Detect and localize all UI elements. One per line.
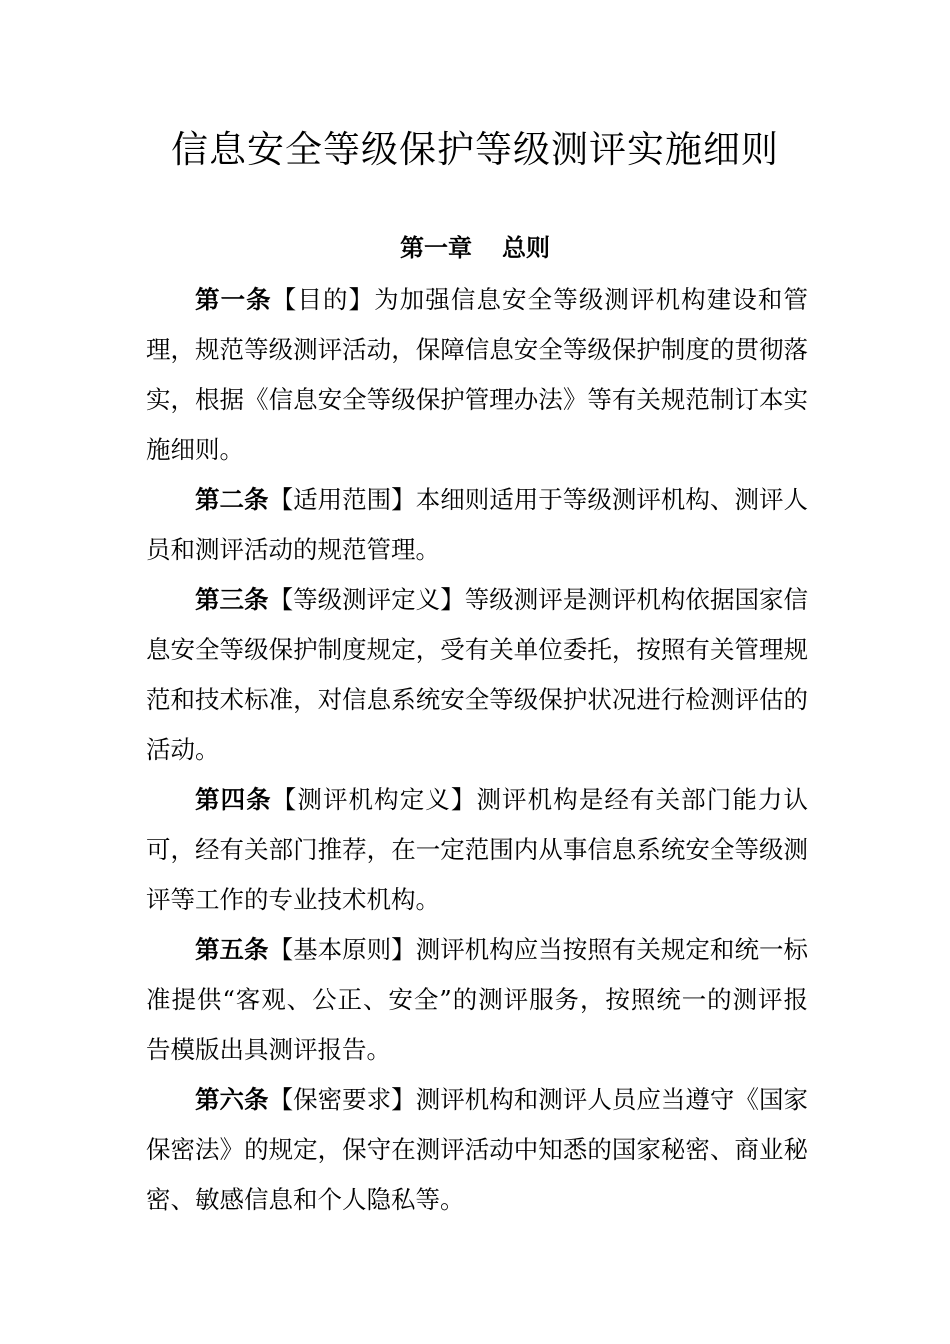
article-text: 测评机构是经有关部门能力认可，经有关部门推荐，在一定范围内从事信息系统安全等级测评等工作的专业技术机构。 bbox=[146, 785, 809, 914]
article-number: 第三条 bbox=[195, 585, 269, 614]
chapter-number: 第一章 bbox=[400, 234, 472, 262]
article-topic: 【等级测评定义】 bbox=[268, 585, 465, 614]
document-body bbox=[146, 275, 808, 1225]
article-number: 第二条 bbox=[195, 485, 269, 514]
article-number: 第四条 bbox=[195, 785, 272, 814]
chapter-name: 总则 bbox=[502, 234, 550, 262]
article-text: 测评机构应当按照有关规定和统一标准提供“客观、公正、安全”的测评服务，按照统一的测评报告模版出具测评报告。 bbox=[146, 935, 808, 1064]
article-text: 测评机构和测评人员应当遵守《国家保密法》的规定，保守在测评活动中知悉的国家秘密、商业秘密、敏感信息和个人隐私等。 bbox=[146, 1085, 808, 1214]
article-5 bbox=[146, 925, 808, 1075]
article-topic: 【基本原则】 bbox=[268, 935, 416, 964]
article-topic: 【保密要求】 bbox=[268, 1085, 416, 1114]
article-2 bbox=[146, 475, 808, 575]
article-6 bbox=[146, 1075, 808, 1225]
chapter-heading bbox=[0, 226, 950, 270]
article-text: 等级测评是测评机构依据国家信息安全等级保护制度规定，受有关单位委托，按照有关管理规范和技术标准，对信息系统安全等级保护状况进行检测评估的活动。 bbox=[146, 585, 809, 764]
article-text: 为加强信息安全等级测评机构建设和管理，规范等级测评活动，保障信息安全等级保护制度的贯彻落实，根据《信息安全等级保护管理办法》等有关规范制订本实施细则。 bbox=[146, 285, 809, 464]
article-topic: 【目的】 bbox=[271, 285, 375, 314]
article-number: 第六条 bbox=[195, 1085, 269, 1114]
document-title: 信息安全等级保护等级测评实施细则 bbox=[171, 128, 779, 171]
article-1 bbox=[146, 275, 808, 475]
article-4 bbox=[146, 775, 808, 925]
article-text: 本细则适用于等级测评机构、测评人员和测评活动的规范管理。 bbox=[146, 485, 808, 564]
article-3 bbox=[146, 575, 808, 775]
article-number: 第五条 bbox=[195, 935, 269, 964]
article-topic: 【适用范围】 bbox=[268, 485, 416, 514]
article-number: 第一条 bbox=[195, 285, 272, 314]
article-topic: 【测评机构定义】 bbox=[271, 785, 477, 814]
